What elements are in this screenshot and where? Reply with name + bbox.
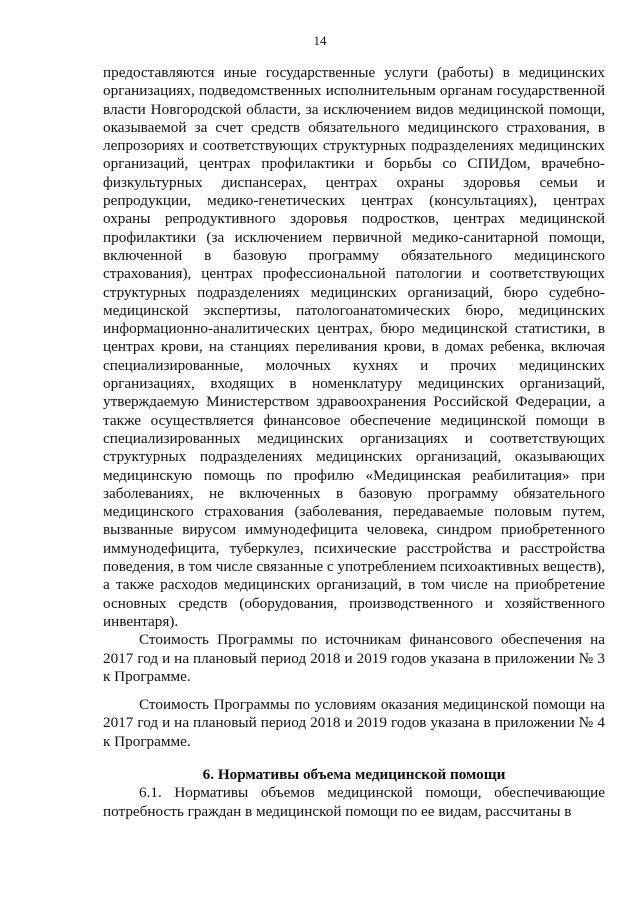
- paragraph-cost-by-source: Стоимость Программы по источникам финансового обеспечения на 2017 год и на плановый период 2018 и 2019 годов указана в приложении № 3 к Программе.: [103, 631, 605, 685]
- paragraph-norms: 6.1. Нормативы объемов медицинской помощи, обеспечивающие потребность граждан в медицинской помощи по ее видам, рассчитаны в: [103, 784, 605, 820]
- section-heading: 6. Нормативы объема медицинской помощи: [202, 765, 506, 783]
- page-number: 14: [313, 33, 327, 48]
- body-text: [103, 64, 605, 821]
- paragraph-services: предоставляются иные государственные услуги (работы) в медицинских организациях, подведомственных исполнительным органам государственной власти Новгородской области, за исключением видов медицинской помощи, оказываемой за счет средств обязательного медицинского страхования, в лепрозориях и соответствующих структурных подразделениях медицинских организаций, центрах профилактики и борьбы со СПИДом, врачебно-физкультурных диспансерах, центрах охраны здоровья семьи и репродукции, медико-генетических центрах (консультациях), центрах охраны репродуктивного здоровья подростков, центрах медицинской профилактики (за исключением первичной медико-санитарной помощи, включенной в базовую программу обязательного медицинского страхования), центрах профессиональной патологии и соответствующих структурных подразделениях медицинских организаций, бюро судебно-медицинской экспертизы, патологоанатомических бюро, медицинских информационно-аналитических центрах, бюро медицинской статистики, в центрах крови, на станциях переливания крови, в домах ребенка, включая специализированные, молочных кухнях и прочих медицинских организациях, входящих в номенклатуру медицинских организаций, утверждаемую Министерством здравоохранения Российской Федерации, а также осуществляется финансовое обеспечение медицинской помощи в специализированных медицинских организациях и соответствующих структурных подразделениях медицинских организаций, оказывающих медицинскую помощь по профилю «Медицинская реабилитация» при заболеваниях, не включенных в базовую программу обязательного медицинского страхования (заболевания, передаваемые половым путем, вызванные вирусом иммунодефицита человека, синдром приобретенного иммунодефицита, туберкулез, психические расстройства и расстройства поведения, в том числе связанные с употреблением психоактивных веществ), а также расходов медицинских организаций, в том числе на приобретение основных средств (оборудования, производственного и хозяйственного инвентаря).: [103, 64, 605, 630]
- paragraph-cost-by-conditions: Стоимость Программы по условиям оказания медицинской помощи на 2017 год и на плановый период 2018 и 2019 годов указана в приложении № 4 к Программе.: [103, 696, 605, 750]
